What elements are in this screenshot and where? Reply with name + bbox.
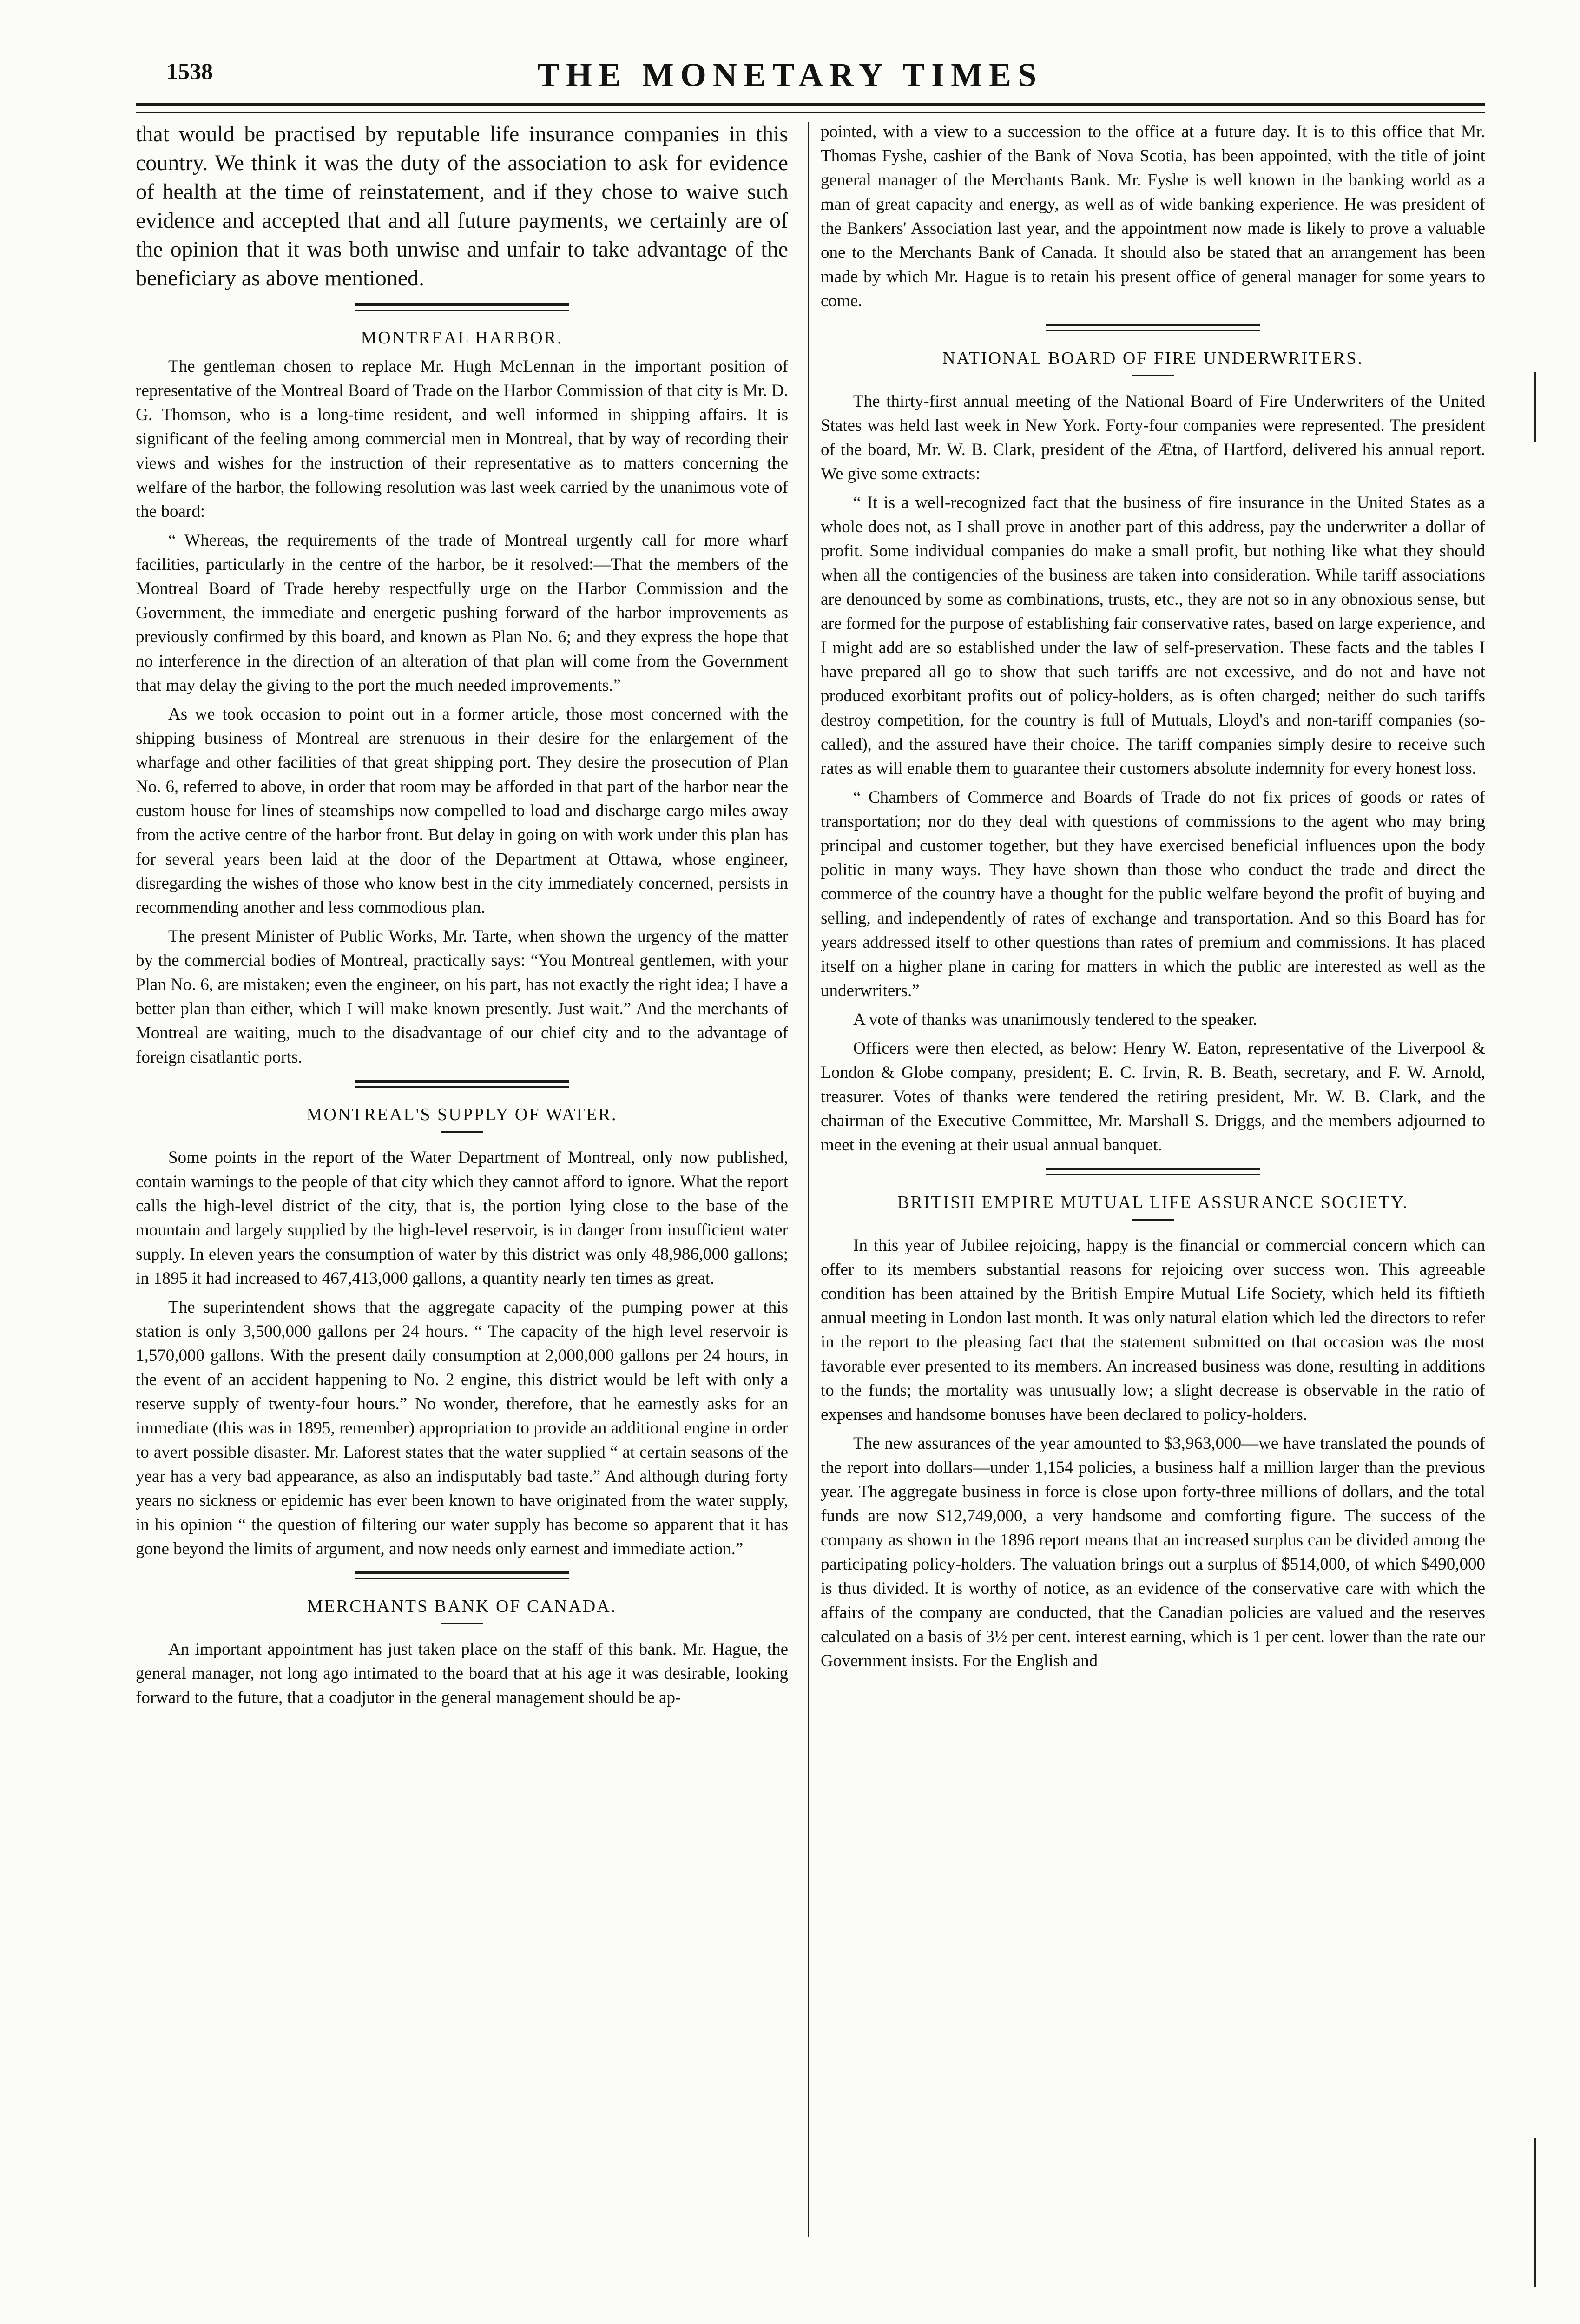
masthead-title: THE MONETARY TIMES	[537, 56, 1043, 93]
right-column	[821, 120, 1485, 1678]
page-number: 1538	[166, 58, 213, 84]
article-paragraph: As we took occasion to point out in a former article, those most concerned with the shipping business of Montreal are strenuous in their desire for the enlargement of the wharfage and other facilities of that great shipping port. They desire the prosecution of Plan No. 6, referred to above, in order that room may be afforded in that part of the harbor near the custom house for lines of steamships now compelled to load and discharge cargo miles away from the active centre of the harbor front. But delay in going on with work under this plan has for several years been laid at the door of the Department at Ottawa, whose engineer, disregarding the wishes of those who know best in the city immediately concerned, persists in recommending another and less commodious plan.	[136, 705, 788, 917]
intro-paragraph: that would be practised by reputable life insurance companies in this country. We think it was the duty of the association to ask for evidence of health at the time of reinstatement, and if they chose to waive such evidence and accepted that and all future payments, we certainly are of the opinion that it was both unwise and unfair to take advantage of the beneficiary as above mentioned.	[136, 122, 788, 290]
article-paragraph: In this year of Jubilee rejoicing, happy is the financial or commercial concern which can offer to its members substantial reasons for rejoicing over success won. This agreeable condition has been attained by the British Empire Mutual Life Society, which held its fiftieth annual meeting in London last month. It was only natural elation which led the directors to refer in the report to the pleasing fact that the statement submitted on that occasion was the most favorable ever presented to its members. An increased business was done, resulting in additions to the funds; the mortality was unusually low; a slight decrease is observable in the ratio of expenses and handsome bonuses have been declared to policy-holders.	[821, 1236, 1485, 1424]
margin-mark	[1534, 372, 1536, 442]
header-rule-thin	[136, 112, 1485, 113]
article-paragraph: The gentleman chosen to replace Mr. Hugh McLennan in the important position of representative of the Montreal Board of Trade on the Harbor Commission of that city is Mr. D. G. Thomson, who is a long-time resident, and well informed in shipping affairs. It is significant of the feeling among commercial men in Montreal, that by way of recording their views and wishes for the instruction of their representative as to matters concerning the welfare of the harbor, the following resolution was last week carried by the unanimous vote of the board:	[136, 357, 788, 521]
section-separator	[1046, 1168, 1260, 1175]
article-paragraph: The superintendent shows that the aggregate capacity of the pumping power at this station is only 3,500,000 gallons per 24 hours. “ The capacity of the high level reservoir is 1,570,000 gallons. With the present daily consumption at 2,000,000 gallons per 24 hours, in the event of an accident happening to No. 2 engine, this district would be left with only a reserve supply of twenty-four hours.” No wonder, therefore, that he earnestly asks for an immediate (this was in 1895, remember) appropriation to provide an additional engine in order to avert possible disaster. Mr. Laforest states that the water supplied “ at certain seasons of the year has a very bad appearance, as also an indisputably bad taste.” And although during forty years no sickness or epidemic has ever been known to have originated from the water supply, in his opinion “ the question of filtering our water supply has become so apparent that it has gone beyond the limits of argument, and now needs only earnest and immediate action.”	[136, 1298, 788, 1558]
section-heading-merchants-bank: MERCHANTS BANK OF CANADA.	[307, 1597, 617, 1616]
article-paragraph: An important appointment has just taken place on the staff of this bank. Mr. Hague, the general manager, not long ago intimated to the board that at his age it was desirable, looking forward to the future, that a coadjutor in the general management should be ap-	[136, 1640, 788, 1707]
column-divider	[808, 122, 809, 2237]
article-paragraph: Officers were then elected, as below: Henry W. Eaton, representative of the Liverpool & London & Globe company, president; E. C. Irvin, R. B. Beath, secretary, and F. W. Arnold, treasurer. Votes of thanks were tendered the retiring president, Mr. W. B. Clark, and the chairman of the Executive Committee, Mr. Marshall S. Driggs, and the members adjourned to meet in the evening at their usual annual banquet.	[821, 1039, 1485, 1155]
article-paragraph: “ It is a well-recognized fact that the business of fire insurance in the United States as a whole does not, as I shall prove in another part of this address, pay the underwriter a dollar of profit. Some individual companies do make a small profit, but nothing like what they should when all the contigencies of the business are taken into consideration. While tariff associations are denounced by some as combinations, trusts, etc., they are not so in any obnoxious sense, but are formed for the purpose of establishing fair conservative rates, based on large experience, and I might add are so established under the law of self-preservation. These facts and the tables I have prepared all go to show that such tariffs are not excessive, and do not and have not produced exorbitant profits out of policy-holders, as is often charged; neither do such tariffs destroy competition, for the country is full of Mutuals, Lloyd's and non-tariff companies (so-called), and the assured have their choice. The tariff companies simply desire to receive such rates as will enable them to guarantee their customers absolute indemnity for every honest loss.	[821, 493, 1485, 778]
section-heading-fire-underwriters: NATIONAL BOARD OF FIRE UNDERWRITERS.	[942, 349, 1363, 368]
article-paragraph: The present Minister of Public Works, Mr. Tarte, when shown the urgency of the matter by the commercial bodies of Montreal, practically says: “You Montreal gentlemen, with your Plan No. 6, are mistaken; even the engineer, on his part, has not exactly the right idea; I have a better plan than either, which I will make known presently. Just wait.” And the merchants of Montreal are waiting, much to the disadvantage of our chief city and to the advantage of foreign cisatlantic ports.	[136, 927, 788, 1067]
article-paragraph: A vote of thanks was unanimously tendered to the speaker.	[853, 1010, 1257, 1029]
section-heading-water-supply: MONTREAL'S SUPPLY OF WATER.	[306, 1105, 618, 1124]
article-paragraph: The thirty-first annual meeting of the National Board of Fire Underwriters of the United States was held last week in New York. Forty-four companies were represented. The president of the board, Mr. W. B. Clark, president of the Ætna, of Hartford, delivered his annual report. We give some extracts:	[821, 392, 1485, 483]
heading-dash	[441, 1623, 483, 1624]
margin-mark	[1534, 2138, 1536, 2287]
section-separator	[355, 1571, 569, 1579]
heading-dash	[441, 1131, 483, 1133]
article-paragraph: “ Chambers of Commerce and Boards of Trade do not fix prices of goods or rates of transportation; nor do they deal with questions of commissions to the agent who may bring principal and customer together, but they have exercised beneficial influences upon the body politic in many ways. They have shown than those who conduct the trade and direct the commerce of the country have a thought for the public welfare beyond the profit of buying and selling, and independently of rates of exchange and transportation. And so this Board has for years addressed itself to other questions than rates of premium and commissions. It has placed itself on a higher plane in caring for matters in which the public are interested as well as the underwriters.”	[821, 788, 1485, 1000]
section-separator	[355, 1080, 569, 1088]
article-paragraph: Some points in the report of the Water Department of Montreal, only now published, contain warnings to the people of that city which they cannot afford to ignore. What the report calls the high-level district of the city, that is, the portion lying close to the base of the mountain and largely supplied by the high-level reservoir, is in danger from insufficient water supply. In eleven years the consumption of water by this district was only 48,986,000 gallons; in 1895 it had increased to 467,413,000 gallons, a quantity nearly ten times as great.	[136, 1148, 788, 1288]
section-separator	[355, 303, 569, 311]
heading-dash	[1132, 1219, 1174, 1221]
continuation-paragraph: pointed, with a view to a succession to the office at a future day. It is to this office that Mr. Thomas Fyshe, cashier of the Bank of Nova Scotia, has been appointed, with the title of joint general manager of the Merchants Bank. Mr. Fyshe is well known in the banking world as a man of great capacity and energy, as well as of wide banking experience. He was president of the Bankers' Association last year, and the appointment now made is likely to prove a valuable one to the Merchants Bank of Canada. It should also be stated that an arrangement has been made by which Mr. Hague is to retain his present office of general manager for some years to come.	[821, 122, 1485, 310]
section-separator	[1046, 324, 1260, 331]
left-column	[136, 120, 788, 1715]
article-paragraph: The new assurances of the year amounted to $3,963,000—we have translated the pounds of the report into dollars—under 1,154 policies, a business half a million larger than the previous year. The aggregate business in force is close upon forty-three millions of dollars, and the total funds are now $12,749,000, a very handsome and comforting figure. The success of the company as shown in the 1896 report means that an increased surplus can be divided among the participating policy-holders. The valuation brings out a surplus of $514,000, of which $490,000 is thus divided. It is worthy of notice, as an evidence of the conservative care with which the affairs of the company are conducted, that the Canadian policies are valued and the reserves calculated on a basis of 3½ per cent. interest earning, which is 1 per cent. lower than the rate our Government insists. For the English and	[821, 1434, 1485, 1670]
section-heading-montreal-harbor: MONTREAL HARBOR.	[361, 328, 563, 348]
section-heading-british-empire: BRITISH EMPIRE MUTUAL LIFE ASSURANCE SOCIETY.	[897, 1193, 1409, 1212]
article-paragraph: “ Whereas, the requirements of the trade of Montreal urgently call for more wharf facilities, particularly in the centre of the harbor, be it resolved:—That the members of the Montreal Board of Trade hereby respectfully urge on the Harbor Commission and the Government, the immediate and energetic pushing forward of the harbor improvements as previously confirmed by this board, and known as Plan No. 6; and they express the hope that no interference in the direction of an alteration of that plan will come from the Government that may delay the giving to the port the much needed improvements.”	[136, 531, 788, 695]
header-rule	[136, 103, 1485, 106]
heading-dash	[1132, 375, 1174, 376]
